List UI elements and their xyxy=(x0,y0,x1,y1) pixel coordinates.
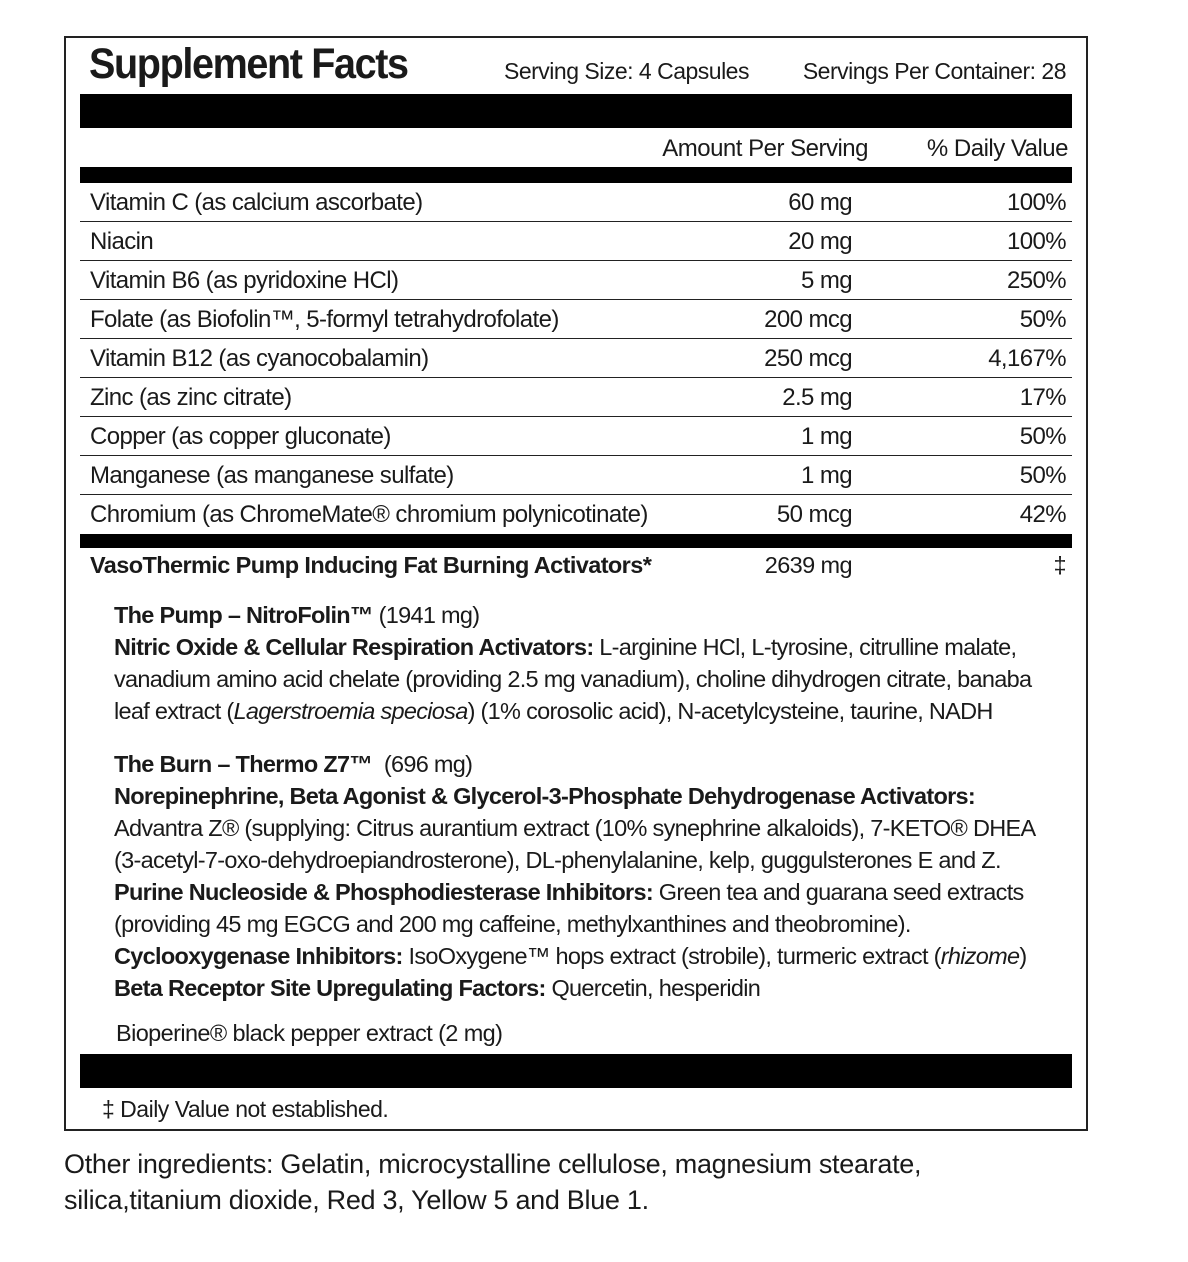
panel-title: Supplement Facts xyxy=(89,40,408,88)
pump-amount: (1941 mg) xyxy=(372,602,480,628)
serving-size: Serving Size: 4 Capsules xyxy=(504,58,749,84)
burn-text: Advantra Z® (supplying: Citrus aurantium extract (10% synephrine alkaloids), 7-KETO® DHEA xyxy=(114,815,1036,841)
table-row xyxy=(80,183,1072,222)
pump-subtitle: Nitric Oxide & Cellular Respiration Activators: xyxy=(114,634,594,660)
nutrient-daily-value: 50% xyxy=(1019,423,1066,450)
nutrient-name: Manganese (as manganese sulfate) xyxy=(90,462,454,489)
cyclo-text: ) xyxy=(1019,943,1027,969)
nutrient-name: Vitamin B6 (as pyridoxine HCl) xyxy=(90,267,399,294)
purine-text: (providing 45 mg EGCG and 200 mg caffeine, methylxanthines and theobromine). xyxy=(114,911,911,937)
other-ingredients-line: silica,titanium dioxide, Red 3, Yellow 5 and Blue 1. xyxy=(64,1185,649,1215)
thick-divider-bottom xyxy=(80,1054,1072,1088)
nutrient-amount: 5 mg xyxy=(801,267,852,294)
nutrient-name: Zinc (as zinc citrate) xyxy=(90,384,292,411)
table-row xyxy=(80,339,1072,378)
thick-divider-columns xyxy=(80,167,1072,183)
daily-value-header: % Daily Value xyxy=(926,135,1068,162)
other-ingredients xyxy=(64,1146,921,1218)
burn-section xyxy=(114,748,1084,1004)
bioperine-line: Bioperine® black pepper extract (2 mg) xyxy=(116,1020,503,1046)
pump-text: ) (1% corosolic acid), N-acetylcysteine, taurine, NADH xyxy=(467,698,993,724)
nutrient-daily-value: 17% xyxy=(1019,384,1066,411)
nutrient-amount: 50 mcg xyxy=(776,501,852,528)
amount-per-serving-header: Amount Per Serving xyxy=(662,135,868,162)
nutrient-amount: 1 mg xyxy=(801,462,852,489)
pump-text: L-arginine HCl, L-tyrosine, citrulline malate, xyxy=(593,634,1017,660)
other-ingredients-line: Other ingredients: Gelatin, microcystalline cellulose, magnesium stearate, xyxy=(64,1149,922,1179)
cyclo-text-italic: rhizome xyxy=(940,943,1020,969)
nutrient-name: Copper (as copper gluconate) xyxy=(90,423,391,450)
burn-text: (3-acetyl-7-oxo-dehydroepiandrosterone), DL-phenylalanine, kelp, guggulsterones E and Z. xyxy=(114,847,1001,873)
cyclo-title: Cyclooxygenase Inhibitors: xyxy=(114,943,403,969)
pump-section xyxy=(114,599,1084,727)
servings-per-container: Servings Per Container: 28 xyxy=(802,58,1066,84)
thick-divider-blend xyxy=(80,534,1072,548)
table-row xyxy=(80,261,1072,300)
table-row xyxy=(80,417,1072,456)
pump-text-italic: Lagerstroemia speciosa xyxy=(233,698,468,724)
nutrient-name: Chromium (as ChromeMate® chromium polynicotinate) xyxy=(90,501,648,528)
nutrient-name: Vitamin B12 (as cyanocobalamin) xyxy=(90,345,429,372)
table-row xyxy=(80,495,1072,533)
pump-title: The Pump – NitroFolin™ xyxy=(114,602,373,628)
table-row xyxy=(80,222,1072,261)
burn-amount: (696 mg) xyxy=(372,751,473,777)
nutrient-daily-value: 50% xyxy=(1019,306,1066,333)
nutrient-amount: 1 mg xyxy=(801,423,852,450)
nutrient-daily-value: 100% xyxy=(1007,189,1066,216)
table-row xyxy=(80,456,1072,495)
cyclo-text: IsoOxygene™ hops extract (strobile), turmeric extract ( xyxy=(402,943,941,969)
nutrient-name: Vitamin C (as calcium ascorbate) xyxy=(90,189,423,216)
footnote: ‡ Daily Value not established. xyxy=(102,1096,389,1122)
table-row xyxy=(80,378,1072,417)
nutrient-daily-value: 250% xyxy=(1007,267,1066,294)
supplement-facts-panel xyxy=(64,36,1088,1131)
blend-name: VasoThermic Pump Inducing Fat Burning Activators* xyxy=(90,552,652,578)
purine-text: Green tea and guarana seed extracts xyxy=(652,879,1024,905)
nutrient-daily-value: 50% xyxy=(1019,462,1066,489)
nutrient-daily-value: 42% xyxy=(1019,501,1066,528)
beta-title: Beta Receptor Site Upregulating Factors: xyxy=(114,975,546,1001)
nutrient-amount: 60 mg xyxy=(788,189,852,216)
nutrient-daily-value: 100% xyxy=(1007,228,1066,255)
burn-subtitle: Norepinephrine, Beta Agonist & Glycerol-3-Phosphate Dehydrogenase Activators: xyxy=(114,783,976,809)
beta-text: Quercetin, hesperidin xyxy=(545,975,761,1001)
pump-text: leaf extract ( xyxy=(114,698,234,724)
purine-title: Purine Nucleoside & Phosphodiesterase Inhibitors: xyxy=(114,879,653,905)
nutrient-name: Niacin xyxy=(90,228,154,255)
burn-title: The Burn – Thermo Z7™ xyxy=(114,751,373,777)
nutrient-name: Folate (as Biofolin™, 5-formyl tetrahydrofolate) xyxy=(90,306,559,333)
pump-text: vanadium amino acid chelate (providing 2.5 mg vanadium), choline dihydrogen citrate, banaba xyxy=(114,666,1032,692)
nutrient-amount: 20 mg xyxy=(788,228,852,255)
table-row xyxy=(80,300,1072,339)
nutrient-daily-value: 4,167% xyxy=(988,345,1066,372)
thick-divider-top xyxy=(80,94,1072,128)
blend-amount: 2639 mg xyxy=(764,552,852,578)
nutrient-amount: 200 mcg xyxy=(764,306,852,333)
nutrient-amount: 250 mcg xyxy=(764,345,852,372)
nutrient-amount: 2.5 mg xyxy=(782,384,852,411)
blend-daily-value: ‡ xyxy=(1053,552,1066,578)
